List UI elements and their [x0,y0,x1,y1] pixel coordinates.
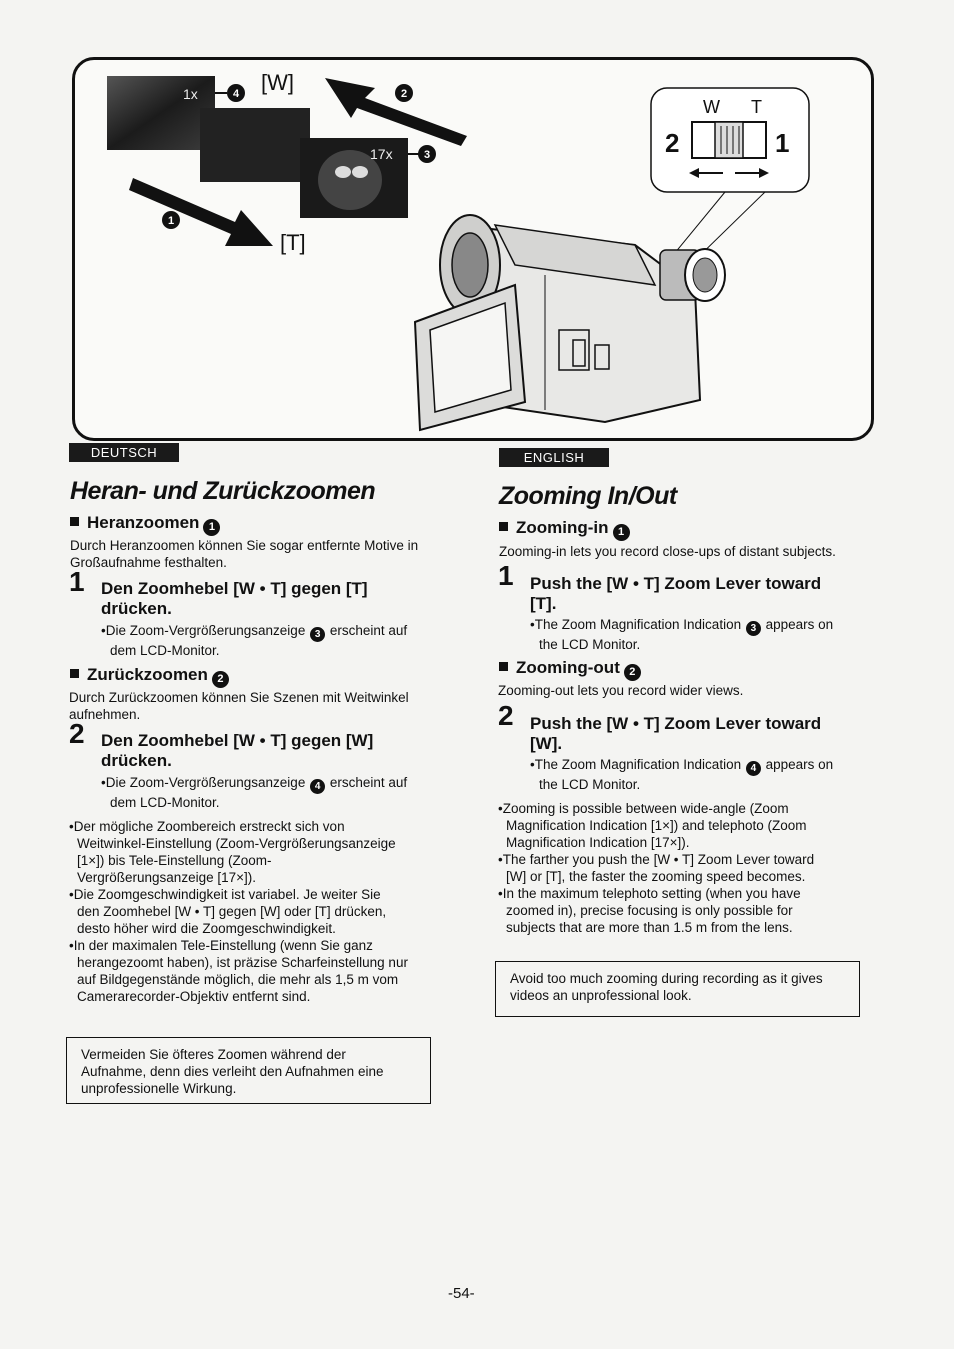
circled-2-icon: 2 [212,671,229,688]
circled-3-icon: 3 [746,621,761,636]
svg-text:T: T [751,97,762,117]
section-heading-zooming-out: Zooming-out 2 [499,658,641,681]
section-heading-zooming-in: Zooming-in 1 [499,518,630,541]
circled-4-icon: 4 [746,761,761,776]
mag-17x-label: 17x [370,146,393,162]
mag-1x-label: 1x [183,86,198,102]
t-label: [T] [280,230,306,255]
photo-mid [200,108,310,182]
circled-3-icon: 3 [310,627,325,642]
page-title-en: Zooming In/Out [499,482,677,510]
section-text-zooming-out: Zooming-out lets you record wider views. [498,683,744,698]
square-bullet-icon [70,517,79,526]
photo-wide [107,76,215,150]
camcorder-zoom-illustration [75,60,871,438]
section-text-heranzoomen: Durch Heranzoomen können Sie sogar entfernte Motive in Großaufnahme festhalten. [70,538,419,570]
arrow-tele-icon [129,178,273,246]
step-1-heading-en: Push the [W • T] Zoom Lever toward [T]. [530,574,822,613]
notes-list-de: •Der mögliche Zoombereich erstreckt sich von Weitwinkel-Einstellung (Zoom-Vergrößerungsanzeige [1×]) bis Tele-Einstellung (Zoom- Vergrößerungsanzeige [17×]). •Die Zoomgeschwindigkeit ist variabel. Je weiter Sie den Zoomhebel [W • T] gegen [W] oder [T] drücken, desto höher wird die Zoomgeschwindigkeit. •In der maximalen Tele-Einstellung (wenn Sie ganz herangezoomt haben), ist präzise Scharfeinstellung nur auf Bildgegenstände möglich, die mehr als 1,5 m vom Camerarecorder-Objektiv entfernt sind. [69,819,408,1004]
svg-text:2: 2 [665,128,680,158]
svg-text:3: 3 [423,149,431,161]
illustration-panel [72,57,874,441]
svg-text:2: 2 [400,88,408,100]
step-number-2-en: 2 [498,700,514,731]
step-1-note-en: •The Zoom Magnification Indication 3 appears on the LCD Monitor. [530,617,834,652]
circled-1-icon: 1 [613,524,630,541]
step-2-heading-de: Den Zoomhebel [W • T] gegen [W] drücken. [101,731,374,770]
advice-box-en: Avoid too much zooming during recording as it gives videos an unprofessional look. [495,961,860,1017]
language-tag-deutsch: DEUTSCH [69,443,179,462]
circled-1-icon: 1 [203,519,220,536]
arrow-wide-icon [325,78,467,146]
step-2-note-de: •Die Zoom-Vergrößerungsanzeige 4 erscheint auf dem LCD-Monitor. [101,775,408,810]
page-number: -54- [448,1285,475,1302]
step-number-1-de: 1 [69,566,85,597]
svg-text:1: 1 [167,215,175,227]
step-1-note-de: •Die Zoom-Vergrößerungsanzeige 3 erscheint auf dem LCD-Monitor. [101,623,408,658]
circled-4-icon: 4 [310,779,325,794]
step-number-1-en: 1 [498,560,514,591]
square-bullet-icon [70,669,79,678]
step-1-heading-de: Den Zoomhebel [W • T] gegen [T] drücken. [101,579,368,618]
language-tag-english: ENGLISH [499,448,609,467]
step-number-2-de: 2 [69,718,85,749]
step-2-heading-en: Push the [W • T] Zoom Lever toward [W]. [530,714,822,753]
svg-text:W: W [703,97,720,117]
camcorder-icon [415,215,725,430]
section-text-zooming-in: Zooming-in lets you record close-ups of distant subjects. [499,544,836,559]
square-bullet-icon [499,522,508,531]
svg-text:1: 1 [775,128,790,158]
svg-text:4: 4 [232,88,240,100]
notes-list-en: •Zooming is possible between wide-angle (Zoom Magnification Indication [1×]) and telephoto (Zoom Magnification Indication [17×]). •The farther you push the [W • T] Zoom Lever toward [W] or [T], the faster the zooming speed becomes. •In the maximum telephoto setting (when you have zoomed in), precise focusing is only possible for subjects that are more than 1.5 m from the lens. [498,801,815,935]
w-label: [W] [261,70,294,95]
section-text-zurueckzoomen: Durch Zurückzoomen können Sie Szenen mit Weitwinkel aufnehmen. [69,690,409,722]
page-title-de: Heran- und Zurückzoomen [70,477,376,505]
section-heading-zurueckzoomen: Zurückzoomen 2 [70,665,229,688]
step-2-note-en: •The Zoom Magnification Indication 4 appears on the LCD Monitor. [530,757,834,792]
square-bullet-icon [499,662,508,671]
section-heading-heranzoomen: Heranzoomen 1 [70,513,220,536]
advice-box-de: Vermeiden Sie öfteres Zoomen während der Aufnahme, denn dies verleiht den Aufnahmen eine unprofessionelle Wirkung. [66,1037,431,1104]
circled-2-icon: 2 [624,664,641,681]
